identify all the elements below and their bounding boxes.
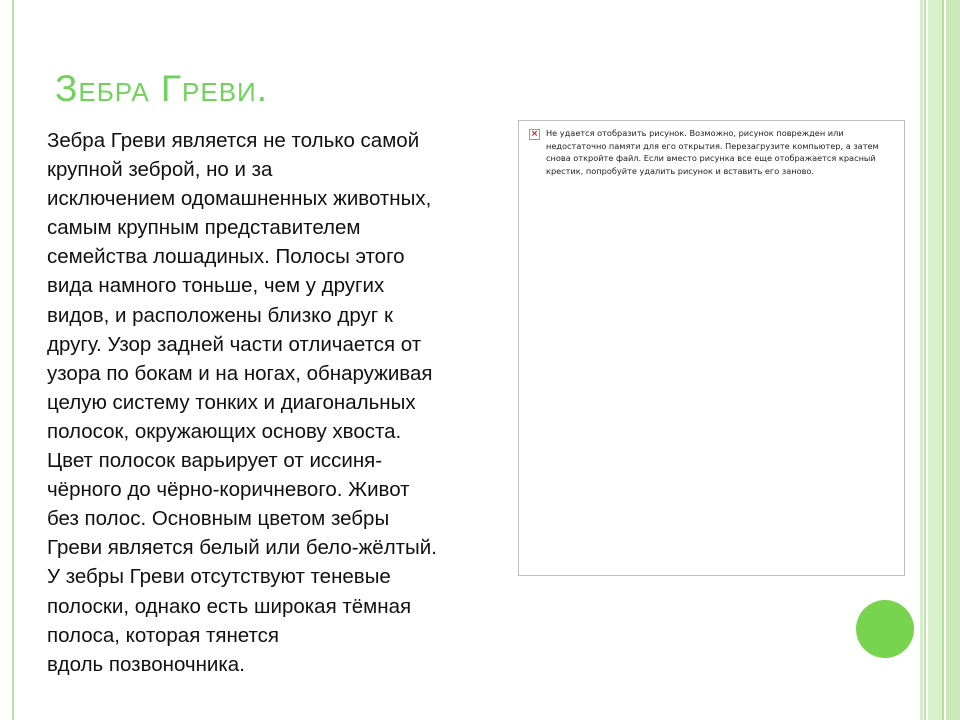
right-decorative-bars <box>920 0 960 720</box>
broken-image-placeholder[interactable] <box>518 120 905 576</box>
green-circle-decoration <box>856 600 914 658</box>
decorative-bar <box>928 0 942 720</box>
left-decorative-rule <box>12 0 14 720</box>
decorative-bar <box>920 0 923 720</box>
decorative-bar <box>924 0 926 720</box>
slide-body-text: Зебра Греви является не только самой крупной зеброй, но и за исключением одомашненных животных, самым крупным представителем семейства лошадиных. Полосы этого вида намного тоньше, чем у других видов, и расположены близко друг к другу. Узор задней части отличается от узора по бокам и на ногах, обнаруживая целую систему тонких и диагональных полосок, окружающих основу хвоста. Цвет полосок варьирует от иссиня- чёрного до чёрно-коричневого. Живот без полос. Основным цветом зебры Греви является белый или бело-жёлтый. У зебры Греви отсутствуют теневые полоски, однако есть широкая тёмная полоса, которая тянется вдоль позвоночника. <box>47 129 437 676</box>
decorative-bar <box>946 0 960 720</box>
decorative-bar <box>942 0 944 720</box>
broken-image-message: Не удается отобразить рисунок. Возможно, рисунок поврежден или недостаточно памяти для его открытия. Перезагрузите компьютер, а затем снова откройте файл. Если вместо рисунка все еще отображается красный крестик, попробуйте удалить рисунок и вставить его заново. <box>546 128 879 176</box>
slide-title: Зебра Греви. <box>55 68 269 109</box>
broken-image-icon: × <box>530 129 539 139</box>
